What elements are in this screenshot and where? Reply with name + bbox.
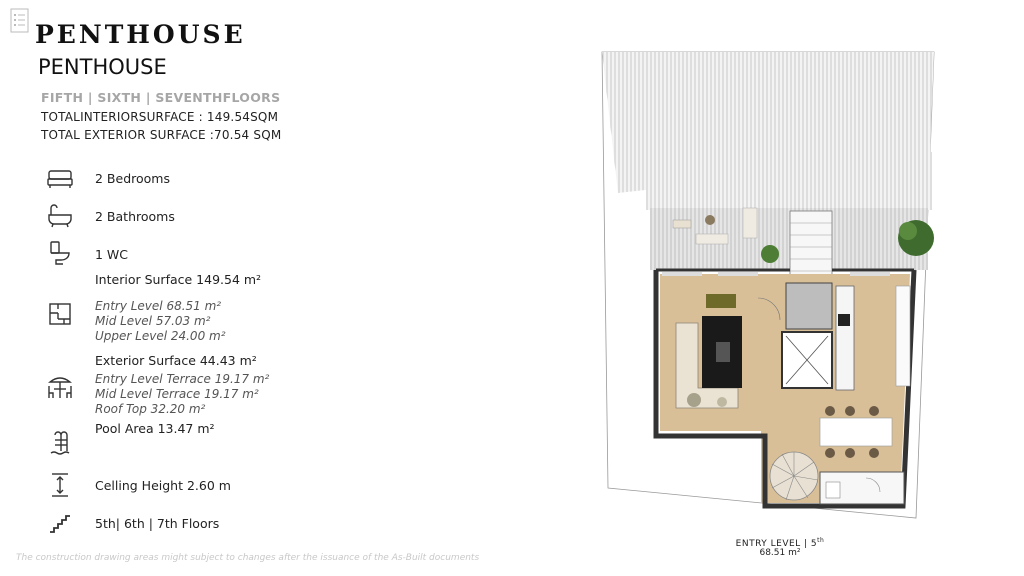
pool-area-label: Pool Area 13.47 m² bbox=[95, 421, 215, 436]
exterior-roof-top: Roof Top 32.20 m² bbox=[95, 402, 206, 416]
height-arrow-icon bbox=[46, 472, 74, 498]
wc-label: 1 WC bbox=[95, 247, 129, 262]
interior-entry-level: Entry Level 68.51 m² bbox=[95, 299, 222, 313]
stairs-icon bbox=[46, 510, 74, 536]
exterior-entry-terrace: Entry Level Terrace 19.17 m² bbox=[95, 372, 270, 386]
floor-plan-image bbox=[598, 48, 943, 528]
page-title: PENTHOUSE bbox=[38, 55, 167, 79]
floorplan-icon bbox=[46, 301, 74, 327]
plan-caption-level-sup: th bbox=[817, 537, 825, 544]
floors-subtitle: FIFTH | SIXTH | SEVENTHFLOORS bbox=[41, 90, 281, 105]
exterior-mid-terrace: Mid Level Terrace 19.17 m² bbox=[95, 387, 259, 401]
toilet-icon bbox=[46, 240, 74, 266]
bedrooms-label: 2 Bedrooms bbox=[95, 171, 170, 186]
brand-logo-text: PENTHOUSE bbox=[35, 20, 246, 49]
document-icon bbox=[10, 8, 30, 34]
total-interior-surface: TOTALINTERIORSURFACE : 149.54SQM bbox=[41, 110, 279, 124]
disclaimer-note: The construction drawing areas might subject to changes after the issuance of the As-Built documents bbox=[16, 553, 480, 563]
bathrooms-label: 2 Bathrooms bbox=[95, 209, 175, 224]
ceiling-height-label: Celling Height 2.60 m bbox=[95, 478, 231, 493]
plan-caption-level-text: ENTRY LEVEL | 5 bbox=[735, 539, 818, 549]
interior-mid-level: Mid Level 57.03 m² bbox=[95, 314, 211, 328]
floors-label: 5th| 6th | 7th Floors bbox=[95, 516, 220, 531]
pool-ladder-icon bbox=[46, 431, 74, 457]
interior-surface-title: Interior Surface 149.54 m² bbox=[95, 272, 262, 287]
exterior-surface-title: Exterior Surface 44.43 m² bbox=[95, 353, 257, 368]
plan-caption-area: 68.51 m² bbox=[759, 548, 801, 558]
terrace-table-icon bbox=[46, 374, 74, 400]
bed-icon bbox=[46, 166, 74, 192]
total-exterior-surface: TOTAL EXTERIOR SURFACE :70.54 SQM bbox=[41, 128, 282, 142]
bathtub-icon bbox=[46, 203, 74, 229]
interior-upper-level: Upper Level 24.00 m² bbox=[95, 329, 226, 343]
